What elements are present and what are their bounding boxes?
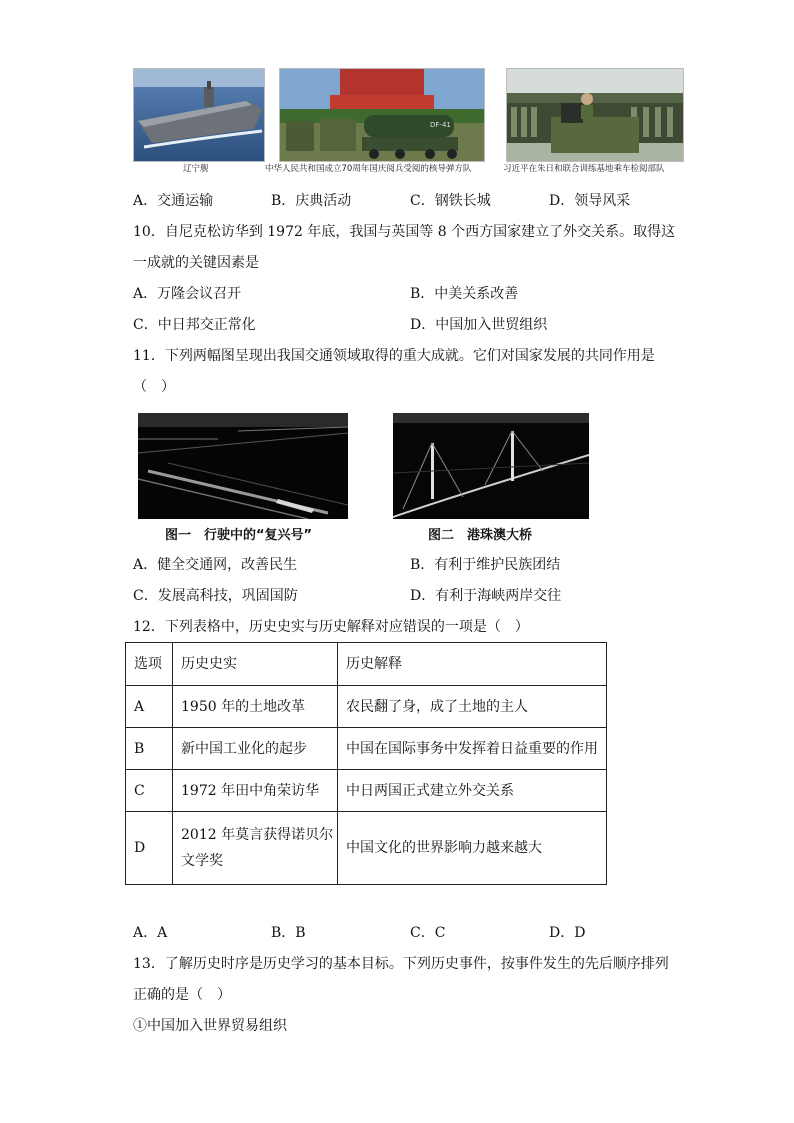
q10-option-b[interactable]: B．中美关系改善 xyxy=(410,286,519,302)
row-option: D xyxy=(126,812,173,885)
q12-option-c[interactable]: C．C xyxy=(410,925,446,941)
q9-option-d[interactable]: D．领导风采 xyxy=(549,193,631,209)
q11-stem-line2: （ ） xyxy=(133,379,175,395)
q10-stem-line2: 一成就的关键因素是 xyxy=(133,255,259,271)
q9-option-a[interactable]: A．交通运输 xyxy=(133,193,214,209)
table-row xyxy=(126,728,607,770)
q9-option-b[interactable]: B．庆典活动 xyxy=(271,193,352,209)
row-option: A xyxy=(126,686,173,728)
q11-option-b[interactable]: B．有利于维护民族团结 xyxy=(410,557,561,573)
q11-stem-line1: 11．下列两幅图呈现出我国交通领域取得的重大成就。它们对国家发展的共同作用是 xyxy=(133,348,655,364)
q11-option-c[interactable]: C．发展高科技，巩固国防 xyxy=(133,588,298,604)
q12-stem: 12．下列表格中，历史史实与历史解释对应错误的一项是（ ） xyxy=(133,619,529,635)
header-explain: 历史解释 xyxy=(338,643,607,686)
review-troops-photo xyxy=(506,68,684,162)
history-table xyxy=(125,642,607,885)
parade-missile-photo xyxy=(279,68,485,162)
fig1-caption: 图一 行驶中的“复兴号” xyxy=(165,528,313,543)
q12-option-d[interactable]: D．D xyxy=(549,925,586,941)
q10-stem-line1: 10．自尼克松访华到 1972 年底，我国与英国等 8 个西方国家建立了外交关系。取得这 xyxy=(133,224,676,240)
header-option: 选项 xyxy=(126,643,173,686)
hzmb-bridge-photo xyxy=(393,413,589,519)
q12-option-b[interactable]: B．B xyxy=(271,925,306,941)
table-row xyxy=(126,812,607,885)
row-fact-line1: 2012 年莫言获得诺贝尔 xyxy=(181,827,334,843)
q11-option-d[interactable]: D．有利于海峡两岸交往 xyxy=(410,588,562,604)
q13-item1: ①中国加入世界贸易组织 xyxy=(133,1018,287,1034)
q10-option-c[interactable]: C．中日邦交正常化 xyxy=(133,317,256,333)
q11-option-a[interactable]: A．健全交通网，改善民生 xyxy=(133,557,298,573)
caption-parade: 中华人民共和国成立70周年国庆阅兵受阅的核导弹方队 xyxy=(265,164,472,174)
row-fact xyxy=(173,812,338,885)
liaoning-carrier-photo xyxy=(133,68,265,162)
q13-stem-line1: 13．了解历史时序是历史学习的基本目标。下列历史事件，按事件发生的先后顺序排列 xyxy=(133,956,669,972)
missile-sign-text: DF-41 xyxy=(430,121,451,129)
row-fact-line2: 文学奖 xyxy=(181,853,223,869)
row-explain: 中国在国际事务中发挥着日益重要的作用 xyxy=(338,728,607,770)
q10-option-a[interactable]: A．万隆会议召开 xyxy=(133,286,242,302)
row-explain: 农民翻了身，成了土地的主人 xyxy=(338,686,607,728)
table-row xyxy=(126,770,607,812)
row-option: C xyxy=(126,770,173,812)
caption-review: 习近平在朱日和联合训练基地乘车检阅部队 xyxy=(503,164,665,174)
fig2-caption: 图二 港珠澳大桥 xyxy=(428,528,533,543)
q12-option-a[interactable]: A．A xyxy=(133,925,168,941)
q13-stem-line2: 正确的是（ ） xyxy=(133,987,231,1003)
row-fact: 1950 年的土地改革 xyxy=(173,686,338,728)
table-row xyxy=(126,686,607,728)
q9-option-c[interactable]: C．钢铁长城 xyxy=(410,193,491,209)
table-header-row xyxy=(126,643,607,686)
row-fact: 1972 年田中角荣访华 xyxy=(173,770,338,812)
row-explain: 中国文化的世界影响力越来越大 xyxy=(338,812,607,885)
row-explain: 中日两国正式建立外交关系 xyxy=(338,770,607,812)
q10-option-d[interactable]: D．中国加入世贸组织 xyxy=(410,317,548,333)
caption-liaoning: 辽宁舰 xyxy=(183,164,209,174)
row-fact: 新中国工业化的起步 xyxy=(173,728,338,770)
row-option: B xyxy=(126,728,173,770)
header-fact: 历史史实 xyxy=(173,643,338,686)
fuxing-train-photo xyxy=(138,413,348,519)
